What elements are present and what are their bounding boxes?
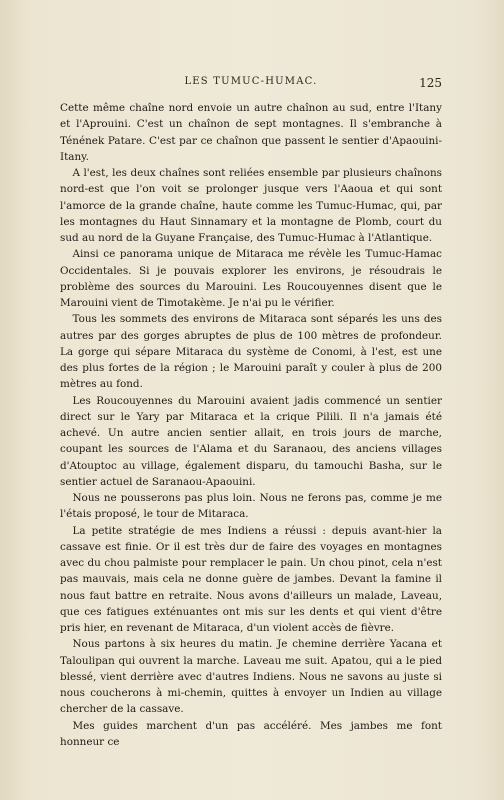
paragraph: Tous les sommets des environs de Mitaraca sont séparés les uns des autres par des gorges abruptes de plus de 100 mètres de profondeur. La gorge qui sépare Mitaraca du système de Conomi, à l'est, est une des plus fortes de la région ; le Marouini paraît y couler à plus de 200 mètres au fond. — [60, 313, 442, 391]
paragraph: Ainsi ce panorama unique de Mitaraca me révèle les Tumuc-Hamac Occidentales. Si je pouvais explorer les environs, je résoudrais le problème des sources du Marouini. Les Roucouyennes disent que le Marouini vient de Timotakème. Je n'ai pu le vérifier. — [60, 248, 442, 309]
paragraph: Nous ne pousserons pas plus loin. Nous ne ferons pas, comme je me l'étais proposé, le tour de Mitaraca. — [60, 492, 442, 521]
paragraph: Nous partons à six heures du matin. Je chemine derrière Yacana et Taloulipan qui ouvrent la marche. Laveau me suit. Apatou, qui a le pied blessé, vient derrière avec d'autres Indiens. Nous ne savons au juste si nous coucherons à mi-chemin, quittes à envoyer un Indien au village chercher de la cassave. — [60, 638, 442, 716]
paragraph: Mes guides marchent d'un pas accéléré. Mes jambes me font honneur ce — [60, 719, 442, 748]
running-title: LES TUMUC-HUMAC. — [184, 76, 318, 87]
page-number: 125 — [419, 76, 442, 90]
paragraph: Les Roucouyennes du Marouini avaient jadis commencé un sentier direct sur le Yary par Mitaraca et la crique Pilili. Il n'a jamais été achevé. Un autre ancien sentier allait, en trois jours de marche, coupant les sources de l'Alama et du Saranaou, des anciens villages d'Atouptoc au village, également disparu, du tamouchi Basha, sur le sentier actuel de Saranaou-Apaouini. — [60, 394, 442, 488]
paragraph: Cette même chaîne nord envoie un autre chaînon au sud, entre l'Itany et l'Aprouini. C'est un chaînon de sept montagnes. Il s'embranche à Ténének Patare. C'est par ce chaînon que passent le sentier d'Apaouini-Itany. — [60, 102, 442, 163]
page-header — [60, 76, 442, 92]
body-text — [60, 100, 442, 750]
paragraph: A l'est, les deux chaînes sont reliées ensemble par plusieurs chaînons nord-est que l'on voit se prolonger jusque vers l'Aaoua et qui sont l'amorce de la grande chaîne, haute comme les Tumuc-Humac, qui, par les montagnes du Haut Sinnamary et la montagne de Plomb, court du sud au nord de la Guyane Française, des Tumuc-Humac à l'Atlantique. — [60, 167, 442, 244]
paragraph: La petite stratégie de mes Indiens a réussi : depuis avant-hier la cassave est finie. Or il est très dur de faire des voyages en montagnes avec du chou palmiste pour remplacer le pain. Un chou pinot, cela n'est pas mauvais, mais cela ne donne guère de jambes. Devant la famine il nous faut battre en retraite. Nous avons d'ailleurs un malade, Laveau, que ces fatigues exténuantes ont mis sur les dents et qui vient d'être pris hier, en revenant de Mitaraca, d'un violent accès de fièvre. — [60, 524, 442, 634]
